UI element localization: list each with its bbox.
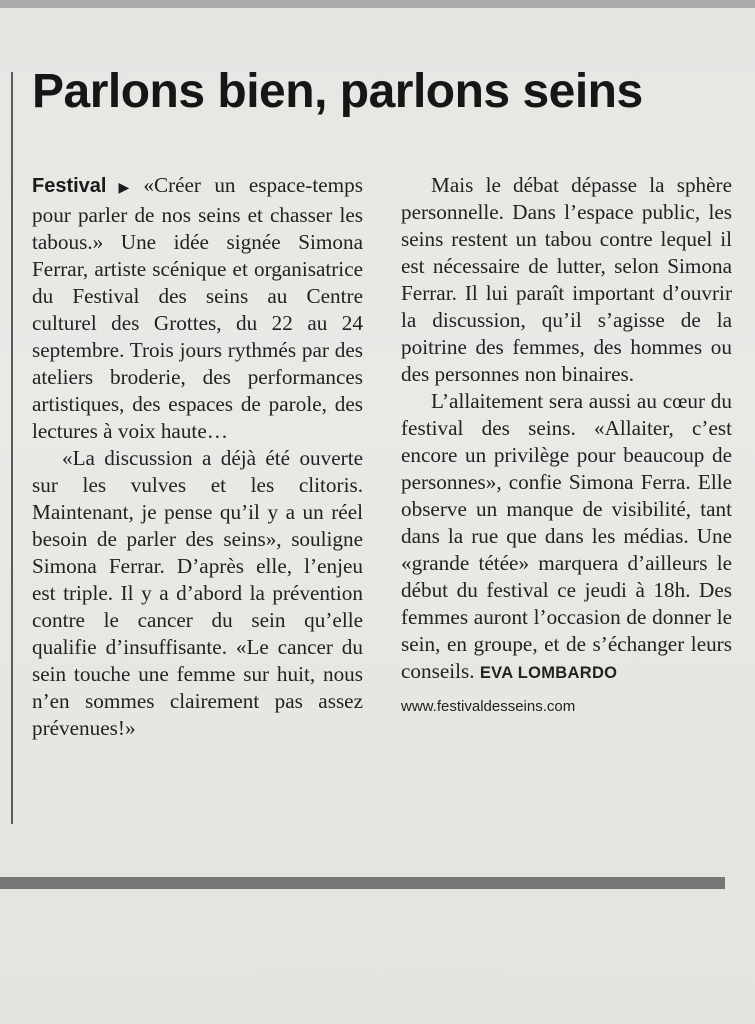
column-rule xyxy=(11,72,13,824)
paragraph-2: «La discussion a déjà été ouverte sur les vulves et les clitoris. Maintenant, je pense qu’il y a un réel besoin de parler des seins», souligne Simona Ferrar. D’après elle, l’enjeu est triple. Il y a d’abord la prévention contre le cancer du sein qu’elle qualifie d’insuffisante. «Le cancer du sein touche une femme sur huit, nous n’en sommes clairement pas assez prévenues!» xyxy=(32,446,363,740)
author-byline: EVA LOMBARDO xyxy=(479,664,618,682)
paragraph-1-text: «Créer un espace-temps pour parler de nos seins et chasser les tabous.» Une idée signée Simona Ferrar, artiste scénique et organisatrice du Festival des seins au Centre culturel des Grottes, du 22 au 24 septembre. Trois jours rythmés par des ateliers broderie, des performances artistiques, des espaces de parole, des lectures à voix haute… xyxy=(32,173,363,443)
article-body xyxy=(32,172,732,742)
paragraph-3: Mais le débat dépasse la sphère personnelle. Dans l’espace public, les seins restent un tabou contre lequel il est nécessaire de lutter, selon Simona Ferrar. Il lui paraît important d’ouvrir la discussion, qu’il s’agisse de la poitrine des femmes, des hommes ou des personnes non binaires. xyxy=(401,173,732,386)
paragraph-1 xyxy=(32,172,363,445)
top-rule xyxy=(0,0,755,8)
headline: Parlons bien, parlons seins xyxy=(32,65,643,118)
bottom-rule xyxy=(0,877,725,889)
kicker: Festival xyxy=(32,175,107,197)
paragraph-4 xyxy=(401,388,732,687)
website-link[interactable]: www.festivaldesseins.com xyxy=(401,698,576,715)
triangle-right-icon: ▶ xyxy=(110,180,138,196)
paragraph-4-text: L’allaitement sera aussi au cœur du festival des seins. «Allaiter, c’est encore un privilège pour beaucoup de personnes», confie Simona Ferra. Elle observe un manque de visibilité, tant dans la rue que dans les médias. Une «grande tétée» marquera d’ailleurs le début du festival ce jeudi à 18h. Des femmes auront l’occasion de donner le sein, en groupe, et de s’échanger leurs conseils. xyxy=(401,389,732,683)
